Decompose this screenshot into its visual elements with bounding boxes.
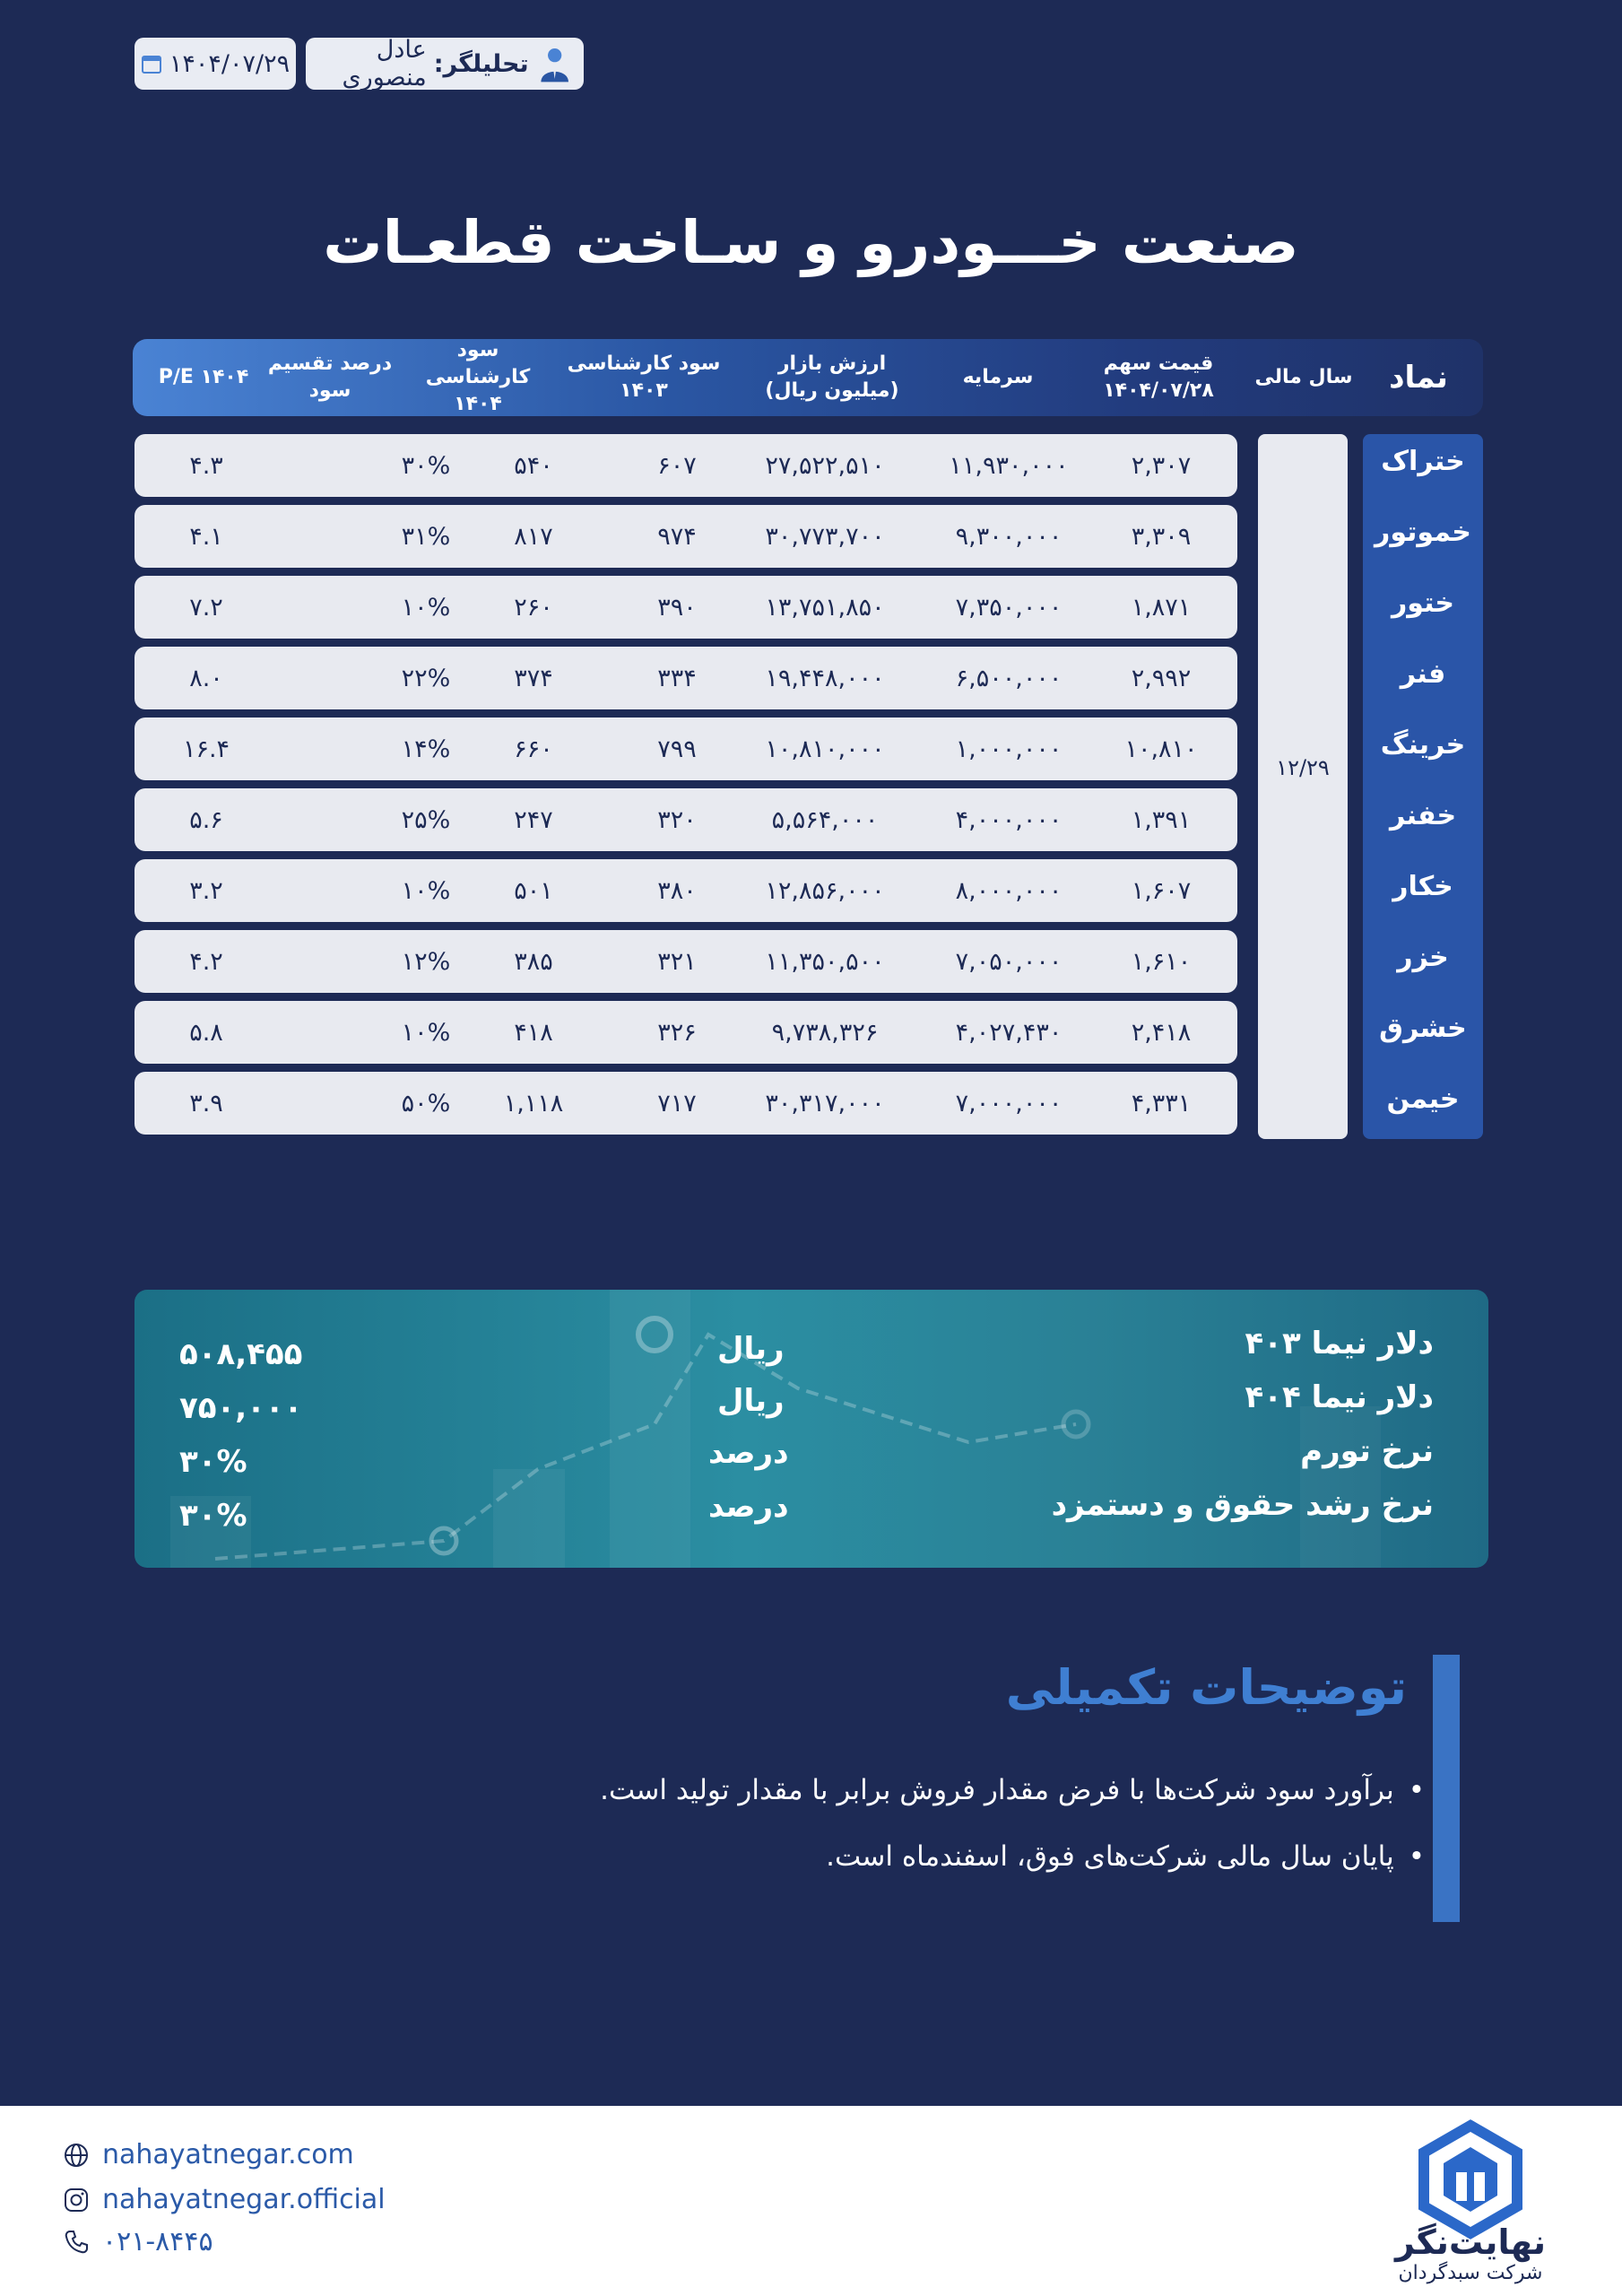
col-price <box>1078 339 1239 416</box>
cell-dps: ۲۵% <box>401 805 451 834</box>
cell-eps1404: ۲۴۷ <box>514 805 553 834</box>
cell-eps1403: ۹۷۴ <box>657 522 697 551</box>
cell-price: ۴,۳۳۱ <box>1131 1089 1192 1118</box>
symbol-khshargh: خشرق <box>1379 1013 1467 1044</box>
col-eps1403-l2: ۱۴۰۳ <box>620 379 668 402</box>
calendar-icon <box>141 53 162 74</box>
analyst-name: عادل منصوری <box>342 36 427 91</box>
macro-label-wage-growth: نرخ رشد حقوق و دستمزد <box>1051 1487 1434 1523</box>
col-mcap <box>742 339 922 416</box>
cell-eps1403: ۷۹۹ <box>657 735 697 763</box>
macro-unit-nima403: ریال <box>717 1331 785 1367</box>
cell-price: ۱۰,۸۱۰ <box>1124 735 1198 763</box>
macro-value-inflation: ۳۰% <box>179 1444 247 1480</box>
cell-capital: ۷,۳۵۰,۰۰۰ <box>955 593 1063 622</box>
col-dps-l2: سود <box>308 379 351 402</box>
macro-unit-wage-growth: درصد <box>708 1489 789 1525</box>
col-eps1403 <box>554 339 733 416</box>
cell-price: ۲,۳۰۷ <box>1131 451 1192 480</box>
cell-mcap: ۱۲,۸۵۶,۰۰۰ <box>765 876 885 905</box>
cell-pe: ۵.۸ <box>189 1018 223 1047</box>
cell-eps1404: ۵۰۱ <box>514 876 553 905</box>
notes-title: توضیحات تکمیلی <box>1005 1659 1407 1716</box>
table-row <box>134 718 1237 780</box>
instagram-icon <box>63 2187 90 2213</box>
cell-eps1403: ۳۸۰ <box>657 876 697 905</box>
report-date: ۱۴۰۴/۰۷/۲۹ <box>169 49 291 78</box>
macro-label-nima403: دلار نیما ۴۰۳ <box>1245 1326 1434 1361</box>
phone-text: ۰۲۱-۸۴۴۵ <box>102 2226 213 2257</box>
cell-dps: ۳۱% <box>401 522 451 551</box>
cell-price: ۳,۳۰۹ <box>1131 522 1192 551</box>
cell-dps: ۱۰% <box>401 1018 451 1047</box>
cell-eps1403: ۳۲۱ <box>657 947 697 976</box>
person-icon <box>538 42 571 85</box>
table-row <box>134 576 1237 639</box>
cell-capital: ۴,۰۲۷,۴۳۰ <box>955 1018 1063 1047</box>
cell-eps1404: ۳۸۵ <box>514 947 553 976</box>
col-capital: سرمایه <box>962 366 1034 388</box>
col-pe: P/E ۱۴۰۴ <box>158 366 249 388</box>
website-text: nahayatnegar.com <box>102 2139 354 2170</box>
cell-mcap: ۹,۷۳۸,۳۲۶ <box>771 1018 879 1047</box>
cell-pe: ۵.۶ <box>189 805 223 834</box>
instagram-link[interactable] <box>63 2184 386 2215</box>
table-row <box>134 859 1237 922</box>
col-price-l1: قیمت سهم <box>1103 352 1214 375</box>
cell-price: ۱,۳۹۱ <box>1131 805 1192 834</box>
analyst-label: تحلیلگر: <box>433 49 529 78</box>
brand-subtitle: شرکت سبدگردان <box>1398 2262 1543 2284</box>
symbol-khmotor: خموتور <box>1375 517 1471 548</box>
cell-eps1403: ۶۰۷ <box>657 451 697 480</box>
cell-mcap: ۱۹,۴۴۸,۰۰۰ <box>765 664 885 692</box>
symbol-khterak: ختراک <box>1381 446 1465 477</box>
cell-capital: ۱,۰۰۰,۰۰۰ <box>955 735 1063 763</box>
cell-price: ۲,۹۹۲ <box>1131 664 1192 692</box>
col-price-l2: ۱۴۰۴/۰۷/۲۸ <box>1103 379 1214 402</box>
cell-dps: ۵۰% <box>401 1089 451 1118</box>
macro-value-nima403: ۵۰۸,۴۵۵ <box>179 1336 303 1372</box>
cell-price: ۱,۶۱۰ <box>1131 947 1192 976</box>
macro-unit-inflation: درصد <box>708 1435 789 1471</box>
analyst-badge <box>306 38 584 90</box>
macro-value-wage-growth: ۳۰% <box>179 1498 247 1534</box>
col-eps1404 <box>402 339 554 416</box>
cell-eps1404: ۱,۱۱۸ <box>503 1089 564 1118</box>
cell-capital: ۷,۰۵۰,۰۰۰ <box>955 947 1063 976</box>
website-link[interactable] <box>63 2139 354 2170</box>
col-eps1404-l2: ۱۴۰۴ <box>454 393 502 415</box>
brand-name: نهایت‌نگر <box>1394 2222 1547 2262</box>
cell-eps1404: ۶۶۰ <box>514 735 553 763</box>
cell-mcap: ۱۰,۸۱۰,۰۰۰ <box>765 735 885 763</box>
cell-eps1404: ۲۶۰ <box>514 593 553 622</box>
cell-pe: ۳.۲ <box>189 876 223 905</box>
symbol-khiman: خیمن <box>1386 1083 1460 1115</box>
cell-eps1404: ۵۴۰ <box>514 451 553 480</box>
notes-accent-bar <box>1433 1655 1460 1922</box>
table-row <box>134 1072 1237 1135</box>
macro-label-inflation: نرخ تورم <box>1300 1433 1434 1469</box>
cell-price: ۱,۸۷۱ <box>1131 593 1192 622</box>
cell-capital: ۱۱,۹۳۰,۰۰۰ <box>949 451 1069 480</box>
cell-capital: ۶,۵۰۰,۰۰۰ <box>955 664 1063 692</box>
symbol-khfanar: خفنر <box>1389 800 1457 831</box>
table-row <box>134 788 1237 851</box>
macro-unit-nima404: ریال <box>717 1383 785 1419</box>
cell-mcap: ۱۱,۳۵۰,۵۰۰ <box>765 947 885 976</box>
cell-dps: ۳۰% <box>401 451 451 480</box>
phone-link[interactable] <box>63 2226 213 2257</box>
cell-price: ۱,۶۰۷ <box>1131 876 1192 905</box>
cell-dps: ۱۰% <box>401 593 451 622</box>
cell-eps1403: ۷۱۷ <box>657 1089 697 1118</box>
cell-eps1403: ۳۳۴ <box>657 664 697 692</box>
symbol-khkar: خکار <box>1392 871 1453 902</box>
note-item: • پایان سال مالی شرکت‌های فوق، اسفندماه است. <box>826 1840 1425 1873</box>
cell-eps1404: ۳۷۴ <box>514 664 553 692</box>
cell-pe: ۷.۲ <box>189 593 223 622</box>
cell-capital: ۹,۳۰۰,۰۰۰ <box>955 522 1063 551</box>
instagram-text: nahayatnegar.official <box>102 2184 386 2215</box>
cell-pe: ۴.۱ <box>189 522 223 551</box>
cell-capital: ۷,۰۰۰,۰۰۰ <box>955 1089 1063 1118</box>
symbol-khazar: خزر <box>1397 942 1449 973</box>
cell-pe: ۱۶.۴ <box>182 735 230 763</box>
col-eps1404-l1: سود کارشناسی <box>425 339 531 388</box>
col-eps1403-l1: سود کارشناسی <box>567 352 721 375</box>
table-row <box>134 647 1237 709</box>
symbol-khring: خرینگ <box>1380 729 1466 761</box>
cell-dps: ۲۲% <box>401 664 451 692</box>
table-row <box>134 434 1237 497</box>
page-title: صنعت خـــودرو و سـاخت قطعـات <box>323 208 1299 277</box>
note-item: • برآورد سود شرکت‌ها با فرض مقدار فروش برابر با مقدار تولید است. <box>600 1774 1425 1806</box>
cell-mcap: ۳۰,۳۱۷,۰۰۰ <box>765 1089 885 1118</box>
fiscal-year-value: ۱۲/۲۹ <box>1276 755 1330 780</box>
table-header <box>133 339 1483 416</box>
cell-mcap: ۵,۵۶۴,۰۰۰ <box>771 805 879 834</box>
col-symbol: نماد <box>1389 360 1448 396</box>
cell-mcap: ۱۳,۷۵۱,۸۵۰ <box>765 593 885 622</box>
table-row <box>134 930 1237 993</box>
cell-eps1403: ۳۹۰ <box>657 593 697 622</box>
macro-value-nima404: ۷۵۰,۰۰۰ <box>179 1390 303 1426</box>
cell-capital: ۸,۰۰۰,۰۰۰ <box>955 876 1063 905</box>
col-dps <box>258 339 402 416</box>
cell-pe: ۳.۹ <box>189 1089 223 1118</box>
cell-eps1403: ۳۲۶ <box>657 1018 697 1047</box>
cell-capital: ۴,۰۰۰,۰۰۰ <box>955 805 1063 834</box>
cell-eps1403: ۳۲۰ <box>657 805 697 834</box>
cell-eps1404: ۴۱۸ <box>514 1018 553 1047</box>
symbol-khtor: ختور <box>1392 587 1454 619</box>
fiscal-year-column <box>1258 434 1348 1139</box>
date-badge <box>134 38 296 90</box>
globe-icon <box>63 2142 90 2169</box>
col-mcap-l2: (میلیون ریال) <box>765 379 899 402</box>
table-row <box>134 505 1237 568</box>
cell-dps: ۱۰% <box>401 876 451 905</box>
phone-icon <box>63 2229 90 2256</box>
cell-pe: ۸.۰ <box>189 664 223 692</box>
cell-price: ۲,۴۱۸ <box>1131 1018 1192 1047</box>
cell-mcap: ۲۷,۵۲۲,۵۱۰ <box>765 451 885 480</box>
cell-dps: ۱۲% <box>401 947 451 976</box>
cell-dps: ۱۴% <box>401 735 451 763</box>
symbol-fanar: فنر <box>1400 658 1446 690</box>
cell-pe: ۴.۲ <box>189 947 223 976</box>
col-fiscal-year: سال مالی <box>1254 366 1353 388</box>
macro-label-nima404: دلار نیما ۴۰۴ <box>1245 1379 1434 1415</box>
cell-pe: ۴.۳ <box>189 451 223 480</box>
cell-mcap: ۳۰,۷۷۳,۷۰۰ <box>765 522 885 551</box>
col-mcap-l1: ارزش بازار <box>777 352 887 375</box>
col-dps-l1: درصد تقسیم <box>267 352 393 375</box>
cell-eps1404: ۸۱۷ <box>514 522 553 551</box>
table-row <box>134 1001 1237 1064</box>
